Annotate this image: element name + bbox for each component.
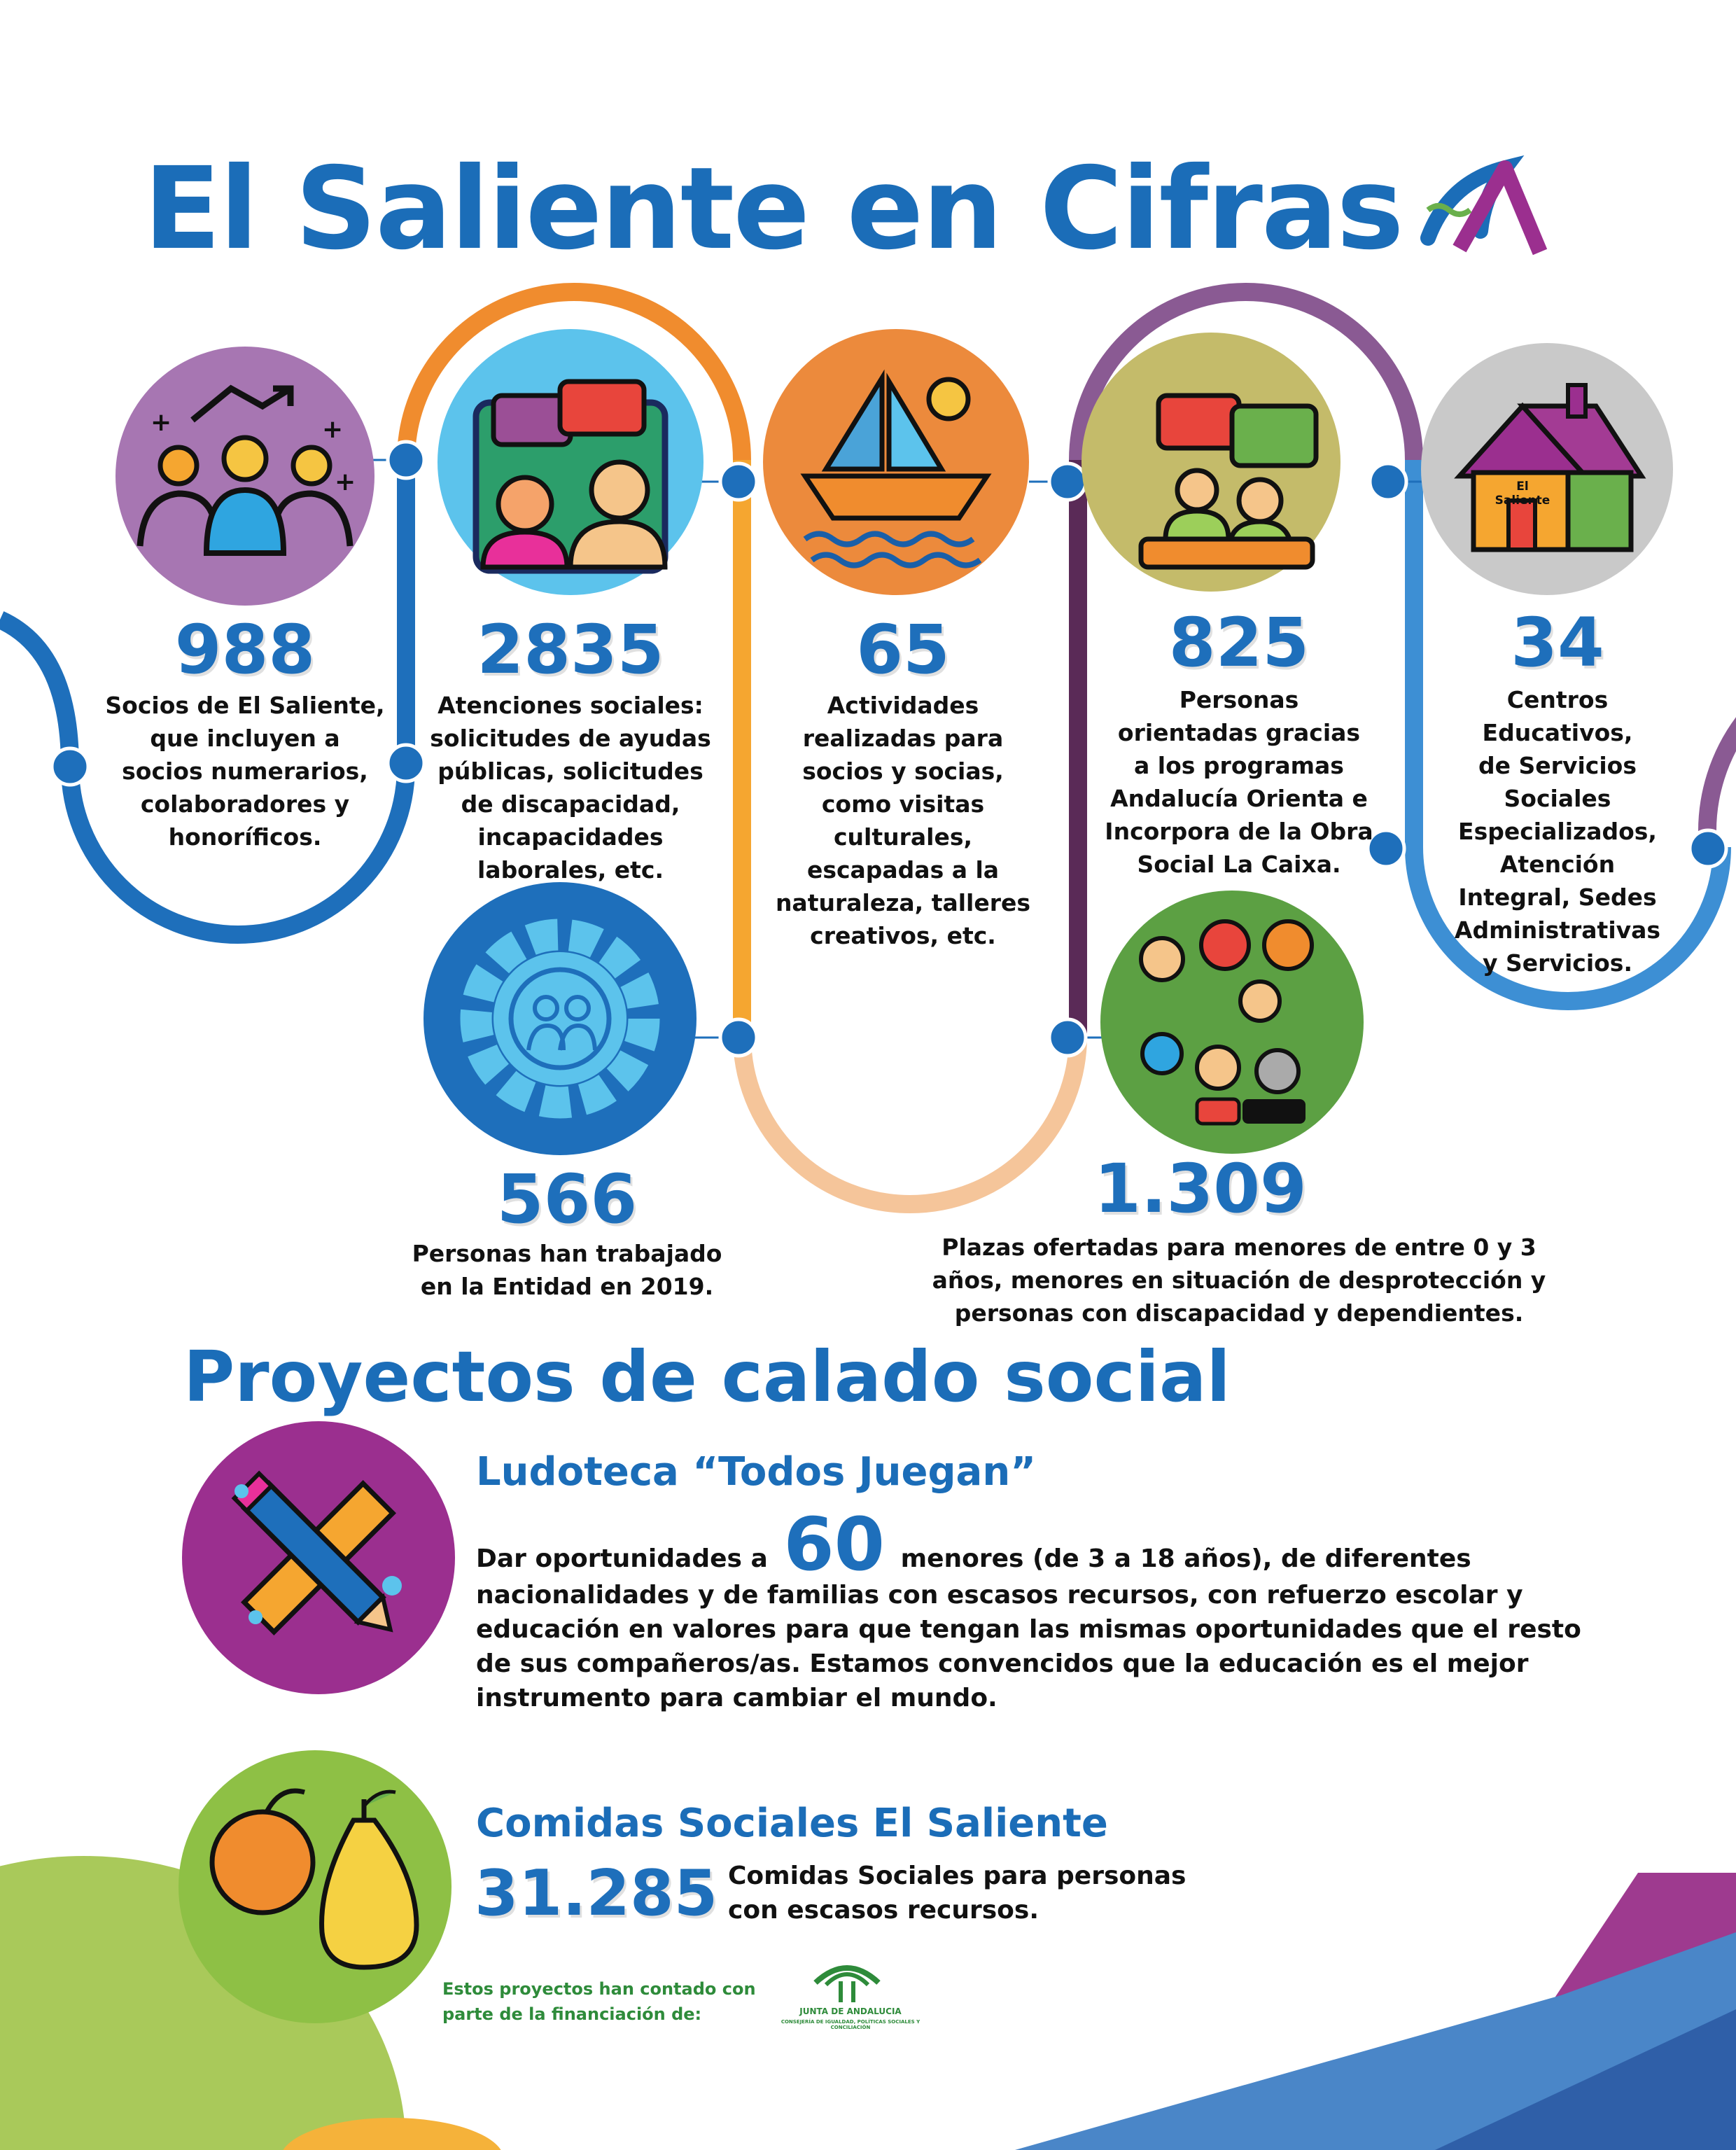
path-dot bbox=[1049, 1019, 1086, 1056]
guidance-icon bbox=[1082, 333, 1340, 592]
stat-description: Atenciones sociales: solicitudes de ayudas públicas, solicitudes de discapacidad, incapacidades laborales, etc. bbox=[430, 692, 711, 884]
el-saliente-logo bbox=[1428, 168, 1540, 252]
comidas-text: Comidas Sociales para personas con escasos recursos. bbox=[728, 1862, 1186, 1925]
stat-number: 65 bbox=[856, 610, 950, 689]
path-dot bbox=[720, 1019, 757, 1056]
stat-number: 566 bbox=[496, 1160, 638, 1238]
ludoteca-prefix: Dar oportunidades a bbox=[476, 1544, 768, 1573]
ludoteca-text bbox=[476, 1502, 1624, 1715]
stat-plazas bbox=[931, 1150, 1547, 1329]
stat-number: 2835 bbox=[477, 610, 664, 689]
stat-number: 34 bbox=[1511, 603, 1604, 682]
page-title: El Saliente en Cifras bbox=[144, 144, 1403, 275]
ludoteca-number: 60 bbox=[783, 1502, 886, 1587]
stat-description: Actividades realizadas para socios y socias, como visitas culturales, escapadas a la naturaleza, talleres creativos, etc. bbox=[775, 692, 1031, 949]
junta-andalucia-logo bbox=[816, 1968, 878, 2002]
stat-trabajadores bbox=[392, 1160, 742, 1303]
comidas-number: 31.285 bbox=[475, 1857, 718, 1930]
stat-atenciones bbox=[413, 610, 728, 886]
stat-number: 1.309 bbox=[1094, 1150, 1307, 1228]
path-dot bbox=[720, 463, 757, 500]
path-segment-right-purple bbox=[1707, 714, 1736, 847]
ruler-pencil-icon bbox=[182, 1421, 455, 1694]
stat-actividades bbox=[749, 610, 1057, 952]
svg-text:+: + bbox=[150, 408, 172, 437]
ludoteca-title: Ludoteca “Todos Juegan” bbox=[476, 1449, 1036, 1495]
stat-description: Personas han trabajado en la Entidad en 2019. bbox=[412, 1240, 722, 1300]
stat-description: Plazas ofertadas para menores de entre 0 y 3 años, menores en situación de desprotección y personas con discapacidad y dependientes. bbox=[932, 1234, 1546, 1327]
comidas-title: Comidas Sociales El Saliente bbox=[476, 1801, 1108, 1846]
fruit-icon bbox=[178, 1750, 451, 2023]
path-dot bbox=[1049, 463, 1086, 500]
path-dot bbox=[388, 442, 424, 478]
ludoteca-rest: y de familias con escasos recursos, con refuerzo escolar y educación en valores para que tengan las mismas oportunidades que el resto de sus compañeros/as. Estamos convencidos que la educación es el mejor instrumento para cambiar el mundo. bbox=[476, 1581, 1581, 1712]
boat-icon bbox=[763, 329, 1029, 595]
stat-socios bbox=[91, 610, 399, 853]
ludoteca-line1-suffix: menores (de 3 a 18 años), de diferentes nacionalidades bbox=[476, 1544, 1471, 1610]
svg-text:+: + bbox=[322, 415, 344, 444]
stat-orientadas bbox=[1082, 603, 1396, 881]
growth-people-icon bbox=[115, 347, 374, 606]
chat-people-icon bbox=[438, 329, 704, 595]
path-dot bbox=[52, 748, 88, 785]
svg-text:+: + bbox=[335, 468, 356, 496]
funding-logo-text: JUNTA DE ANDALUCIA bbox=[799, 2006, 902, 2016]
house-label: El Saliente bbox=[1494, 480, 1550, 508]
stat-description: Personas orientadas gracias a los programas Andalucía Orienta e Incorpora de la Obra Social La Caixa. bbox=[1105, 686, 1373, 878]
gear-team-icon bbox=[424, 882, 696, 1155]
stat-description: Centros Educativos, de Servicios Sociales Especializados, Atención Integral, Sedes Administrativas y Servicios. bbox=[1454, 686, 1661, 977]
path-dot bbox=[1370, 463, 1406, 500]
stat-number: 988 bbox=[174, 610, 316, 689]
family-icon bbox=[1100, 891, 1364, 1154]
house-icon bbox=[1421, 343, 1673, 595]
funding-text: Estos proyectos han contado con parte de la financiación de: bbox=[442, 1979, 756, 2024]
stat-number: 825 bbox=[1168, 603, 1310, 682]
funding-logo-subtext: CONSEJERÍA DE IGUALDAD, POLÍTICAS SOCIALES Y CONCILIACIÓN bbox=[780, 2019, 920, 2030]
stat-description: Socios de El Saliente, que incluyen a socios numerarios, colaboradores y honoríficos. bbox=[105, 692, 385, 851]
stat-centros bbox=[1410, 603, 1704, 979]
projects-heading: Proyectos de calado social bbox=[183, 1336, 1231, 1418]
